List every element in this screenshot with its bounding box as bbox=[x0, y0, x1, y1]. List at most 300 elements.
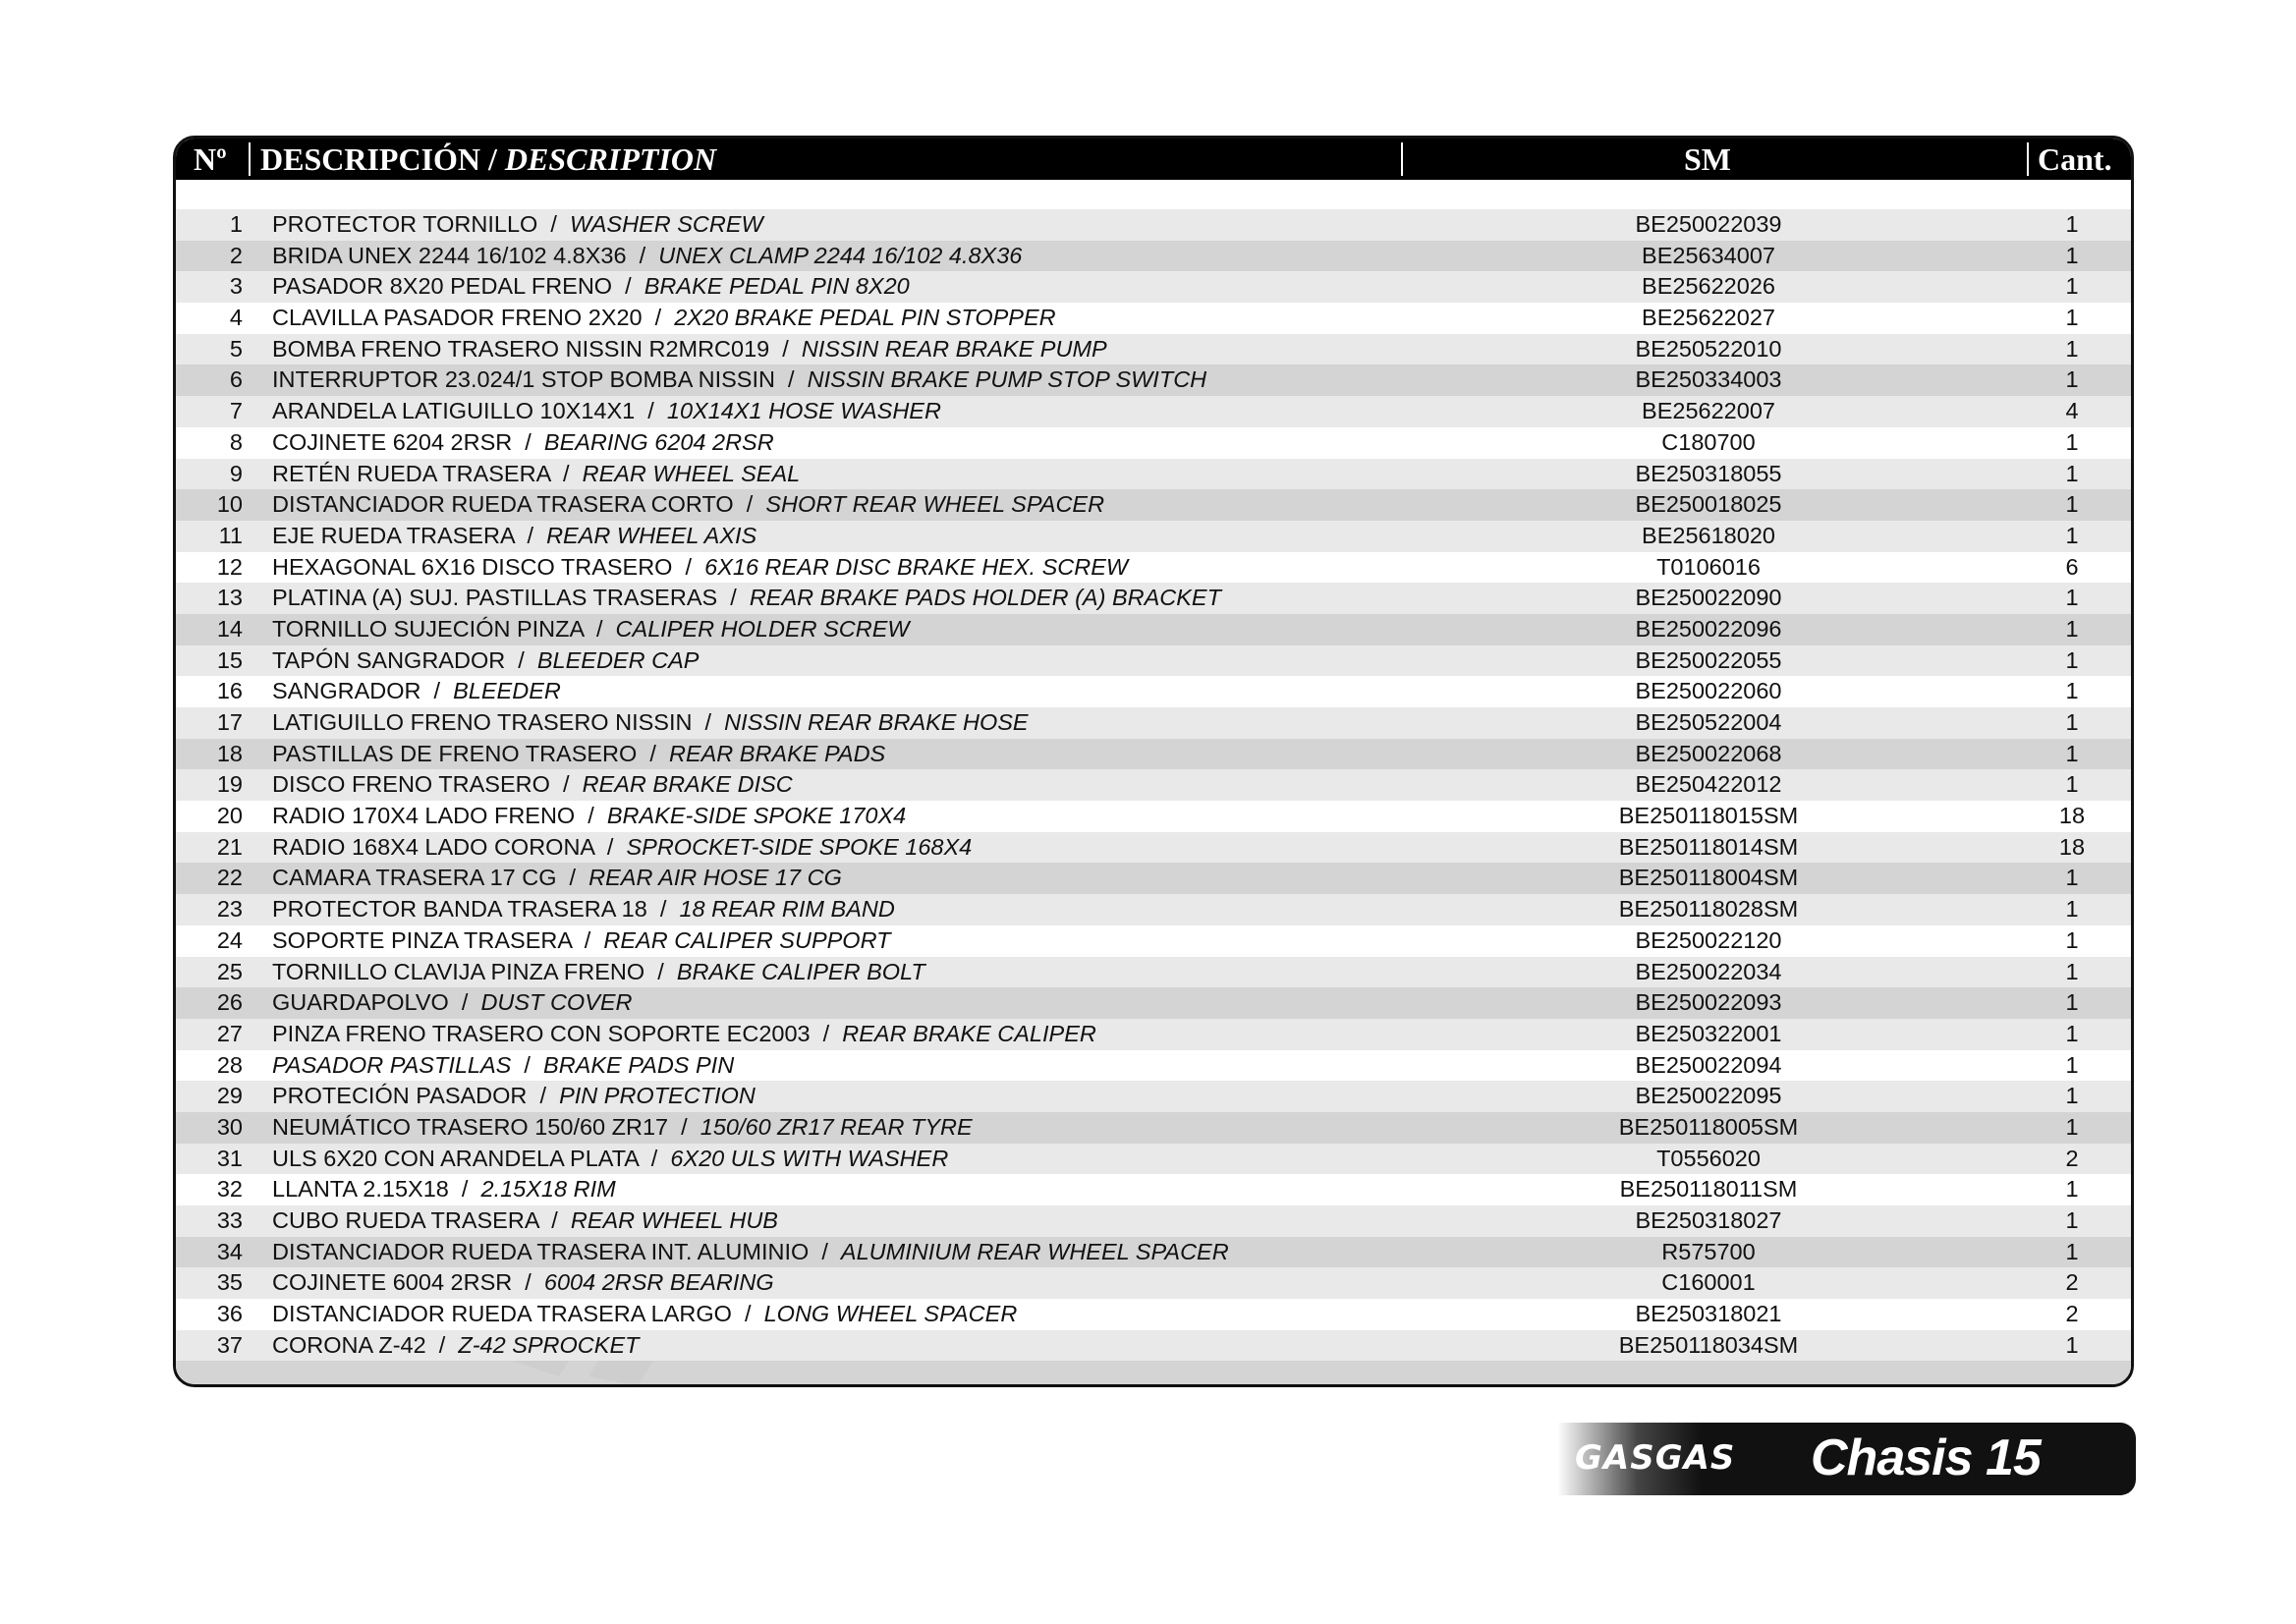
header-qty: Cant. bbox=[2038, 141, 2112, 177]
table-row bbox=[176, 459, 2131, 490]
row-sm-code: BE250522010 bbox=[1635, 335, 1782, 362]
row-sm-code: BE250118028SM bbox=[1618, 896, 1799, 923]
row-number: 9 bbox=[229, 460, 243, 486]
description-separator: / bbox=[527, 1083, 560, 1109]
row-quantity: 1 bbox=[2065, 1331, 2079, 1358]
description-separator: / bbox=[717, 585, 750, 611]
description-separator: / bbox=[692, 709, 725, 735]
row-number: 25 bbox=[216, 958, 243, 984]
row-number: 18 bbox=[216, 740, 243, 766]
row-number: 22 bbox=[216, 865, 243, 891]
row-description bbox=[272, 552, 1128, 584]
row-quantity: 1 bbox=[2065, 1083, 2079, 1109]
description-separator: / bbox=[448, 1176, 481, 1203]
description-es: PASADOR 8X20 PEDAL FRENO bbox=[272, 273, 613, 300]
header-desc-sep: / bbox=[480, 141, 505, 177]
row-quantity: 1 bbox=[2065, 740, 2079, 766]
description-en: UNEX CLAMP 2244 16/102 4.8X36 bbox=[658, 242, 1023, 268]
description-en: REAR BRAKE PADS bbox=[668, 740, 886, 766]
row-description bbox=[272, 863, 842, 894]
table-row bbox=[176, 303, 2131, 334]
row-number: 8 bbox=[229, 428, 243, 455]
row-description bbox=[272, 1299, 1017, 1330]
table-body bbox=[176, 209, 2131, 1361]
row-sm-code: BE250318027 bbox=[1635, 1207, 1782, 1233]
description-separator: / bbox=[672, 553, 705, 580]
row-description bbox=[272, 614, 910, 645]
row-quantity: 1 bbox=[2065, 896, 2079, 923]
row-quantity: 1 bbox=[2065, 709, 2079, 735]
row-description bbox=[272, 1112, 973, 1144]
row-description bbox=[272, 241, 1022, 272]
row-sm-code: BE25618020 bbox=[1642, 522, 1775, 548]
table-row bbox=[176, 209, 2131, 241]
table-row bbox=[176, 1174, 2131, 1205]
description-es: CLAVILLA PASADOR FRENO 2X20 bbox=[272, 305, 643, 331]
description-es: DISCO FRENO TRASERO bbox=[272, 771, 550, 798]
row-number: 23 bbox=[216, 896, 243, 923]
row-number: 16 bbox=[216, 678, 243, 704]
header-desc-es: DESCRIPCIÓN bbox=[260, 141, 481, 177]
row-quantity: 4 bbox=[2065, 398, 2079, 424]
row-sm-code: BE250022090 bbox=[1635, 585, 1782, 611]
table-row bbox=[176, 987, 2131, 1019]
description-separator: / bbox=[646, 896, 680, 923]
description-separator: / bbox=[514, 522, 547, 548]
table-row bbox=[176, 645, 2131, 677]
row-quantity: 1 bbox=[2065, 615, 2079, 642]
table-row bbox=[176, 583, 2131, 614]
row-sm-code: BE250118005SM bbox=[1618, 1113, 1799, 1140]
description-en: BRAKE PADS PIN bbox=[543, 1051, 735, 1078]
description-es: PASADOR PASTILLAS bbox=[272, 1051, 512, 1078]
row-sm-code: BE250118034SM bbox=[1618, 1331, 1799, 1358]
row-quantity: 1 bbox=[2065, 646, 2079, 673]
description-es: PROTECTOR TORNILLO bbox=[272, 211, 538, 237]
row-sm-code: BE250118015SM bbox=[1618, 803, 1799, 829]
row-sm-code: BE250022055 bbox=[1635, 646, 1782, 673]
description-es: TORNILLO SUJECIÓN PINZA bbox=[272, 615, 584, 642]
table-header bbox=[176, 139, 2131, 180]
row-description bbox=[272, 925, 890, 957]
description-en: SPROCKET-SIDE SPOKE 168X4 bbox=[626, 833, 973, 860]
table-row bbox=[176, 334, 2131, 365]
row-number: 28 bbox=[216, 1051, 243, 1078]
row-number: 31 bbox=[216, 1145, 243, 1171]
logo-brand: GASGAS bbox=[1575, 1438, 1736, 1478]
description-en: 6X16 REAR DISC BRAKE HEX. SCREW bbox=[704, 553, 1129, 580]
table-row bbox=[176, 1144, 2131, 1175]
description-es: PROTECIÓN PASADOR bbox=[272, 1083, 528, 1109]
row-number: 35 bbox=[216, 1269, 243, 1296]
description-separator: / bbox=[448, 989, 481, 1016]
row-description bbox=[272, 707, 1029, 739]
description-en: WASHER SCREW bbox=[569, 211, 763, 237]
row-quantity: 1 bbox=[2065, 678, 2079, 704]
header-divider bbox=[249, 142, 251, 176]
description-separator: / bbox=[593, 833, 627, 860]
row-number: 14 bbox=[216, 615, 243, 642]
table-row bbox=[176, 1112, 2131, 1144]
description-es: BRIDA UNEX 2244 16/102 4.8X36 bbox=[272, 242, 627, 268]
table-row bbox=[176, 521, 2131, 552]
description-separator: / bbox=[512, 428, 544, 455]
gasgas-chasis-logo bbox=[1557, 1423, 2136, 1495]
row-sm-code: BE250118004SM bbox=[1618, 865, 1799, 891]
parts-table bbox=[173, 136, 2134, 1387]
table-row bbox=[176, 707, 2131, 739]
description-es: RETÉN RUEDA TRASERA bbox=[272, 460, 550, 486]
description-en: REAR CALIPER SUPPORT bbox=[603, 926, 891, 953]
row-sm-code: BE250522004 bbox=[1635, 709, 1782, 735]
row-quantity: 1 bbox=[2065, 460, 2079, 486]
row-quantity: 1 bbox=[2065, 428, 2079, 455]
row-sm-code: BE25634007 bbox=[1642, 242, 1775, 268]
row-description bbox=[272, 521, 756, 552]
row-description bbox=[272, 1267, 774, 1299]
row-sm-code: BE250022094 bbox=[1635, 1051, 1782, 1078]
table-row bbox=[176, 739, 2131, 770]
table-row bbox=[176, 863, 2131, 894]
row-quantity: 1 bbox=[2065, 335, 2079, 362]
description-separator: / bbox=[538, 1207, 571, 1233]
description-es: CUBO RUEDA TRASERA bbox=[272, 1207, 539, 1233]
row-quantity: 1 bbox=[2065, 491, 2079, 518]
row-number: 20 bbox=[216, 803, 243, 829]
row-sm-code: BE250022096 bbox=[1635, 615, 1782, 642]
table-row bbox=[176, 676, 2131, 707]
row-number: 15 bbox=[216, 646, 243, 673]
row-quantity: 6 bbox=[2065, 553, 2079, 580]
description-es: INTERRUPTOR 23.024/1 STOP BOMBA NISSIN bbox=[272, 366, 775, 393]
row-number: 26 bbox=[216, 989, 243, 1016]
row-sm-code: BE250022120 bbox=[1635, 926, 1782, 953]
description-separator: / bbox=[556, 865, 589, 891]
table-row bbox=[176, 396, 2131, 427]
row-quantity: 1 bbox=[2065, 989, 2079, 1016]
table-row bbox=[176, 1299, 2131, 1330]
row-number: 12 bbox=[216, 553, 243, 580]
description-es: EJE RUEDA TRASERA bbox=[272, 522, 515, 548]
row-sm-code: BE250334003 bbox=[1635, 366, 1782, 393]
description-es: RADIO 168X4 LADO CORONA bbox=[272, 833, 594, 860]
description-es: PLATINA (A) SUJ. PASTILLAS TRASERAS bbox=[272, 585, 718, 611]
description-en: DUST COVER bbox=[480, 989, 633, 1016]
description-en: 18 REAR RIM BAND bbox=[679, 896, 895, 923]
row-quantity: 2 bbox=[2065, 1301, 2079, 1327]
row-description bbox=[272, 957, 925, 988]
description-separator: / bbox=[635, 398, 667, 424]
table-row bbox=[176, 832, 2131, 864]
row-sm-code: BE250022093 bbox=[1635, 989, 1782, 1016]
row-sm-code: BE250022068 bbox=[1635, 740, 1782, 766]
row-number: 29 bbox=[216, 1083, 243, 1109]
description-separator: / bbox=[642, 305, 675, 331]
row-quantity: 18 bbox=[2058, 803, 2086, 829]
row-quantity: 1 bbox=[2065, 242, 2079, 268]
description-en: NISSIN BRAKE PUMP STOP SWITCH bbox=[807, 366, 1207, 393]
description-en: CALIPER HOLDER SCREW bbox=[615, 615, 910, 642]
description-es: COJINETE 6004 2RSR bbox=[272, 1269, 513, 1296]
row-sm-code: BE250118011SM bbox=[1619, 1176, 1798, 1203]
row-sm-code: BE250422012 bbox=[1635, 771, 1782, 798]
table-row bbox=[176, 957, 2131, 988]
row-description bbox=[272, 1050, 734, 1082]
table-row bbox=[176, 1205, 2131, 1237]
row-number: 24 bbox=[216, 926, 243, 953]
row-quantity: 1 bbox=[2065, 1113, 2079, 1140]
description-separator: / bbox=[420, 678, 454, 704]
row-number: 2 bbox=[229, 242, 243, 268]
description-es: PASTILLAS DE FRENO TRASERO bbox=[272, 740, 638, 766]
description-es: PINZA FRENO TRASERO CON SOPORTE EC2003 bbox=[272, 1020, 811, 1046]
row-number: 13 bbox=[216, 585, 243, 611]
row-sm-code: T0556020 bbox=[1656, 1145, 1761, 1171]
description-en: REAR BRAKE DISC bbox=[582, 771, 793, 798]
row-sm-code: BE250118014SM bbox=[1618, 833, 1799, 860]
row-number: 37 bbox=[216, 1331, 243, 1358]
description-en: REAR WHEEL HUB bbox=[570, 1207, 778, 1233]
table-row bbox=[176, 552, 2131, 584]
table-row bbox=[176, 769, 2131, 801]
row-description bbox=[272, 583, 1221, 614]
table-row bbox=[176, 241, 2131, 272]
table-row bbox=[176, 894, 2131, 925]
row-quantity: 1 bbox=[2065, 366, 2079, 393]
row-quantity: 1 bbox=[2065, 1051, 2079, 1078]
row-description bbox=[272, 769, 793, 801]
row-number: 4 bbox=[229, 305, 243, 331]
row-number: 7 bbox=[229, 398, 243, 424]
row-description bbox=[272, 489, 1104, 521]
description-separator: / bbox=[575, 803, 607, 829]
description-en: Z-42 SPROCKET bbox=[458, 1331, 640, 1358]
description-es: LATIGUILLO FRENO TRASERO NISSIN bbox=[272, 709, 693, 735]
description-en: REAR WHEEL AXIS bbox=[546, 522, 757, 548]
row-quantity: 1 bbox=[2065, 1238, 2079, 1264]
row-sm-code: C180700 bbox=[1661, 428, 1756, 455]
row-quantity: 1 bbox=[2065, 211, 2079, 237]
description-separator: / bbox=[505, 646, 537, 673]
description-en: 2X20 BRAKE PEDAL PIN STOPPER bbox=[674, 305, 1056, 331]
description-separator: / bbox=[549, 771, 583, 798]
description-en: 150/60 ZR17 REAR TYRE bbox=[700, 1113, 973, 1140]
table-row bbox=[176, 1330, 2131, 1362]
row-description bbox=[272, 1144, 948, 1175]
description-es: GUARDAPOLVO bbox=[272, 989, 449, 1016]
row-sm-code: BE250318021 bbox=[1635, 1301, 1782, 1327]
row-number: 27 bbox=[216, 1020, 243, 1046]
header-divider bbox=[2027, 142, 2029, 176]
row-number: 11 bbox=[218, 522, 243, 548]
row-quantity: 18 bbox=[2058, 833, 2086, 860]
description-en: REAR AIR HOSE 17 CG bbox=[588, 865, 842, 891]
row-quantity: 2 bbox=[2065, 1145, 2079, 1171]
row-quantity: 1 bbox=[2065, 926, 2079, 953]
description-separator: / bbox=[769, 335, 802, 362]
description-separator: / bbox=[733, 491, 766, 518]
description-es: COJINETE 6204 2RSR bbox=[272, 428, 513, 455]
row-description bbox=[272, 987, 633, 1019]
row-sm-code: BE250318055 bbox=[1635, 460, 1782, 486]
row-description bbox=[272, 427, 774, 459]
row-description bbox=[272, 209, 763, 241]
description-es: ULS 6X20 CON ARANDELA PLATA bbox=[272, 1145, 639, 1171]
description-en: 6X20 ULS WITH WASHER bbox=[670, 1145, 949, 1171]
description-es: LLANTA 2.15X18 bbox=[272, 1176, 449, 1203]
row-number: 30 bbox=[216, 1113, 243, 1140]
table-row bbox=[176, 427, 2131, 459]
row-description bbox=[272, 1019, 1096, 1050]
description-es: ARANDELA LATIGUILLO 10X14X1 bbox=[272, 398, 636, 424]
row-quantity: 1 bbox=[2065, 1207, 2079, 1233]
description-es: TAPÓN SANGRADOR bbox=[272, 646, 506, 673]
description-separator: / bbox=[626, 242, 659, 268]
logo-model: Chasis 15 bbox=[1811, 1429, 2041, 1486]
row-quantity: 2 bbox=[2065, 1269, 2079, 1296]
description-en: REAR BRAKE CALIPER bbox=[842, 1020, 1096, 1046]
row-description bbox=[272, 1237, 1229, 1268]
description-en: 10X14X1 HOSE WASHER bbox=[666, 398, 941, 424]
table-row bbox=[176, 489, 2131, 521]
description-separator: / bbox=[810, 1020, 843, 1046]
row-quantity: 1 bbox=[2065, 305, 2079, 331]
row-number: 1 bbox=[229, 211, 243, 237]
description-es: BOMBA FRENO TRASERO NISSIN R2MRC019 bbox=[272, 335, 770, 362]
description-separator: / bbox=[731, 1301, 764, 1327]
description-es: PROTECTOR BANDA TRASERA 18 bbox=[272, 896, 647, 923]
row-number: 34 bbox=[216, 1238, 243, 1264]
row-sm-code: BE250022034 bbox=[1635, 958, 1782, 984]
row-description bbox=[272, 303, 1056, 334]
row-quantity: 1 bbox=[2065, 522, 2079, 548]
row-sm-code: BE25622007 bbox=[1642, 398, 1775, 424]
description-en: REAR WHEEL SEAL bbox=[582, 460, 801, 486]
row-sm-code: BE25622026 bbox=[1642, 273, 1775, 300]
description-separator: / bbox=[638, 1145, 671, 1171]
description-es: NEUMÁTICO TRASERO 150/60 ZR17 bbox=[272, 1113, 669, 1140]
description-separator: / bbox=[809, 1238, 841, 1264]
row-quantity: 1 bbox=[2065, 273, 2079, 300]
description-separator: / bbox=[425, 1331, 459, 1358]
row-description bbox=[272, 459, 800, 490]
table-row bbox=[176, 364, 2131, 396]
description-en: BRAKE PEDAL PIN 8X20 bbox=[644, 273, 910, 300]
description-en: REAR BRAKE PADS HOLDER (A) BRACKET bbox=[749, 585, 1221, 611]
description-separator: / bbox=[612, 273, 644, 300]
table-row bbox=[176, 271, 2131, 303]
row-description bbox=[272, 645, 699, 677]
table-row bbox=[176, 1050, 2131, 1082]
description-separator: / bbox=[583, 615, 616, 642]
description-es: HEXAGONAL 6X16 DISCO TRASERO bbox=[272, 553, 673, 580]
row-description bbox=[272, 364, 1206, 396]
table-row bbox=[176, 801, 2131, 832]
row-quantity: 1 bbox=[2065, 958, 2079, 984]
row-quantity: 1 bbox=[2065, 1176, 2079, 1203]
row-quantity: 1 bbox=[2065, 865, 2079, 891]
description-en: NISSIN REAR BRAKE HOSE bbox=[724, 709, 1029, 735]
description-en: 6004 2RSR BEARING bbox=[543, 1269, 774, 1296]
description-en: LONG WHEEL SPACER bbox=[763, 1301, 1018, 1327]
row-quantity: 1 bbox=[2065, 1020, 2079, 1046]
description-es: DISTANCIADOR RUEDA TRASERA INT. ALUMINIO bbox=[272, 1238, 810, 1264]
description-separator: / bbox=[644, 958, 677, 984]
row-description bbox=[272, 801, 906, 832]
row-number: 33 bbox=[216, 1207, 243, 1233]
description-en: BLEEDER bbox=[453, 678, 561, 704]
description-es: DISTANCIADOR RUEDA TRASERA CORTO bbox=[272, 491, 734, 518]
row-description bbox=[272, 1174, 616, 1205]
table-row bbox=[176, 1019, 2131, 1050]
table-row bbox=[176, 1081, 2131, 1112]
description-en: NISSIN REAR BRAKE PUMP bbox=[801, 335, 1107, 362]
row-sm-code: BE250022095 bbox=[1635, 1083, 1782, 1109]
table-row bbox=[176, 1267, 2131, 1299]
row-description bbox=[272, 1081, 756, 1112]
description-separator: / bbox=[549, 460, 583, 486]
description-es: CAMARA TRASERA 17 CG bbox=[272, 865, 557, 891]
description-en: BLEEDER CAP bbox=[536, 646, 700, 673]
row-sm-code: BE25622027 bbox=[1642, 305, 1775, 331]
description-en: 2.15X18 RIM bbox=[480, 1176, 616, 1203]
header-description bbox=[260, 140, 716, 178]
row-description bbox=[272, 894, 895, 925]
table-row bbox=[176, 614, 2131, 645]
description-es: SANGRADOR bbox=[272, 678, 421, 704]
row-sm-code: R575700 bbox=[1661, 1238, 1756, 1264]
row-number: 3 bbox=[229, 273, 243, 300]
description-es: DISTANCIADOR RUEDA TRASERA LARGO bbox=[272, 1301, 732, 1327]
row-sm-code: T0106016 bbox=[1656, 553, 1761, 580]
description-en: BRAKE CALIPER BOLT bbox=[676, 958, 925, 984]
description-es: TORNILLO CLAVIJA PINZA FRENO bbox=[272, 958, 645, 984]
row-sm-code: BE250022060 bbox=[1635, 678, 1782, 704]
header-desc-en: DESCRIPTION bbox=[504, 141, 717, 177]
row-description bbox=[272, 271, 910, 303]
row-number: 17 bbox=[216, 709, 243, 735]
header-sm: SM bbox=[1684, 141, 1731, 177]
description-separator: / bbox=[512, 1269, 544, 1296]
row-number: 6 bbox=[229, 366, 243, 393]
row-description bbox=[272, 676, 561, 707]
description-en: BRAKE-SIDE SPOKE 170X4 bbox=[606, 803, 907, 829]
description-en: SHORT REAR WHEEL SPACER bbox=[765, 491, 1105, 518]
row-description bbox=[272, 1205, 778, 1237]
row-number: 10 bbox=[216, 491, 243, 518]
description-separator: / bbox=[537, 211, 570, 237]
header-no: Nº bbox=[194, 141, 227, 177]
row-quantity: 1 bbox=[2065, 585, 2079, 611]
description-separator: / bbox=[571, 926, 604, 953]
table-row bbox=[176, 1237, 2131, 1268]
description-en: PIN PROTECTION bbox=[559, 1083, 756, 1109]
row-sm-code: BE250022039 bbox=[1635, 211, 1782, 237]
row-description bbox=[272, 334, 1107, 365]
description-separator: / bbox=[774, 366, 808, 393]
description-separator: / bbox=[668, 1113, 700, 1140]
row-sm-code: C160001 bbox=[1661, 1269, 1756, 1296]
row-number: 36 bbox=[216, 1301, 243, 1327]
row-description bbox=[272, 739, 885, 770]
description-en: ALUMINIUM REAR WHEEL SPACER bbox=[840, 1238, 1229, 1264]
description-es: SOPORTE PINZA TRASERA bbox=[272, 926, 572, 953]
row-number: 32 bbox=[216, 1176, 243, 1203]
table-row bbox=[176, 925, 2131, 957]
row-number: 21 bbox=[216, 833, 243, 860]
row-description bbox=[272, 1330, 639, 1362]
row-number: 19 bbox=[216, 771, 243, 798]
